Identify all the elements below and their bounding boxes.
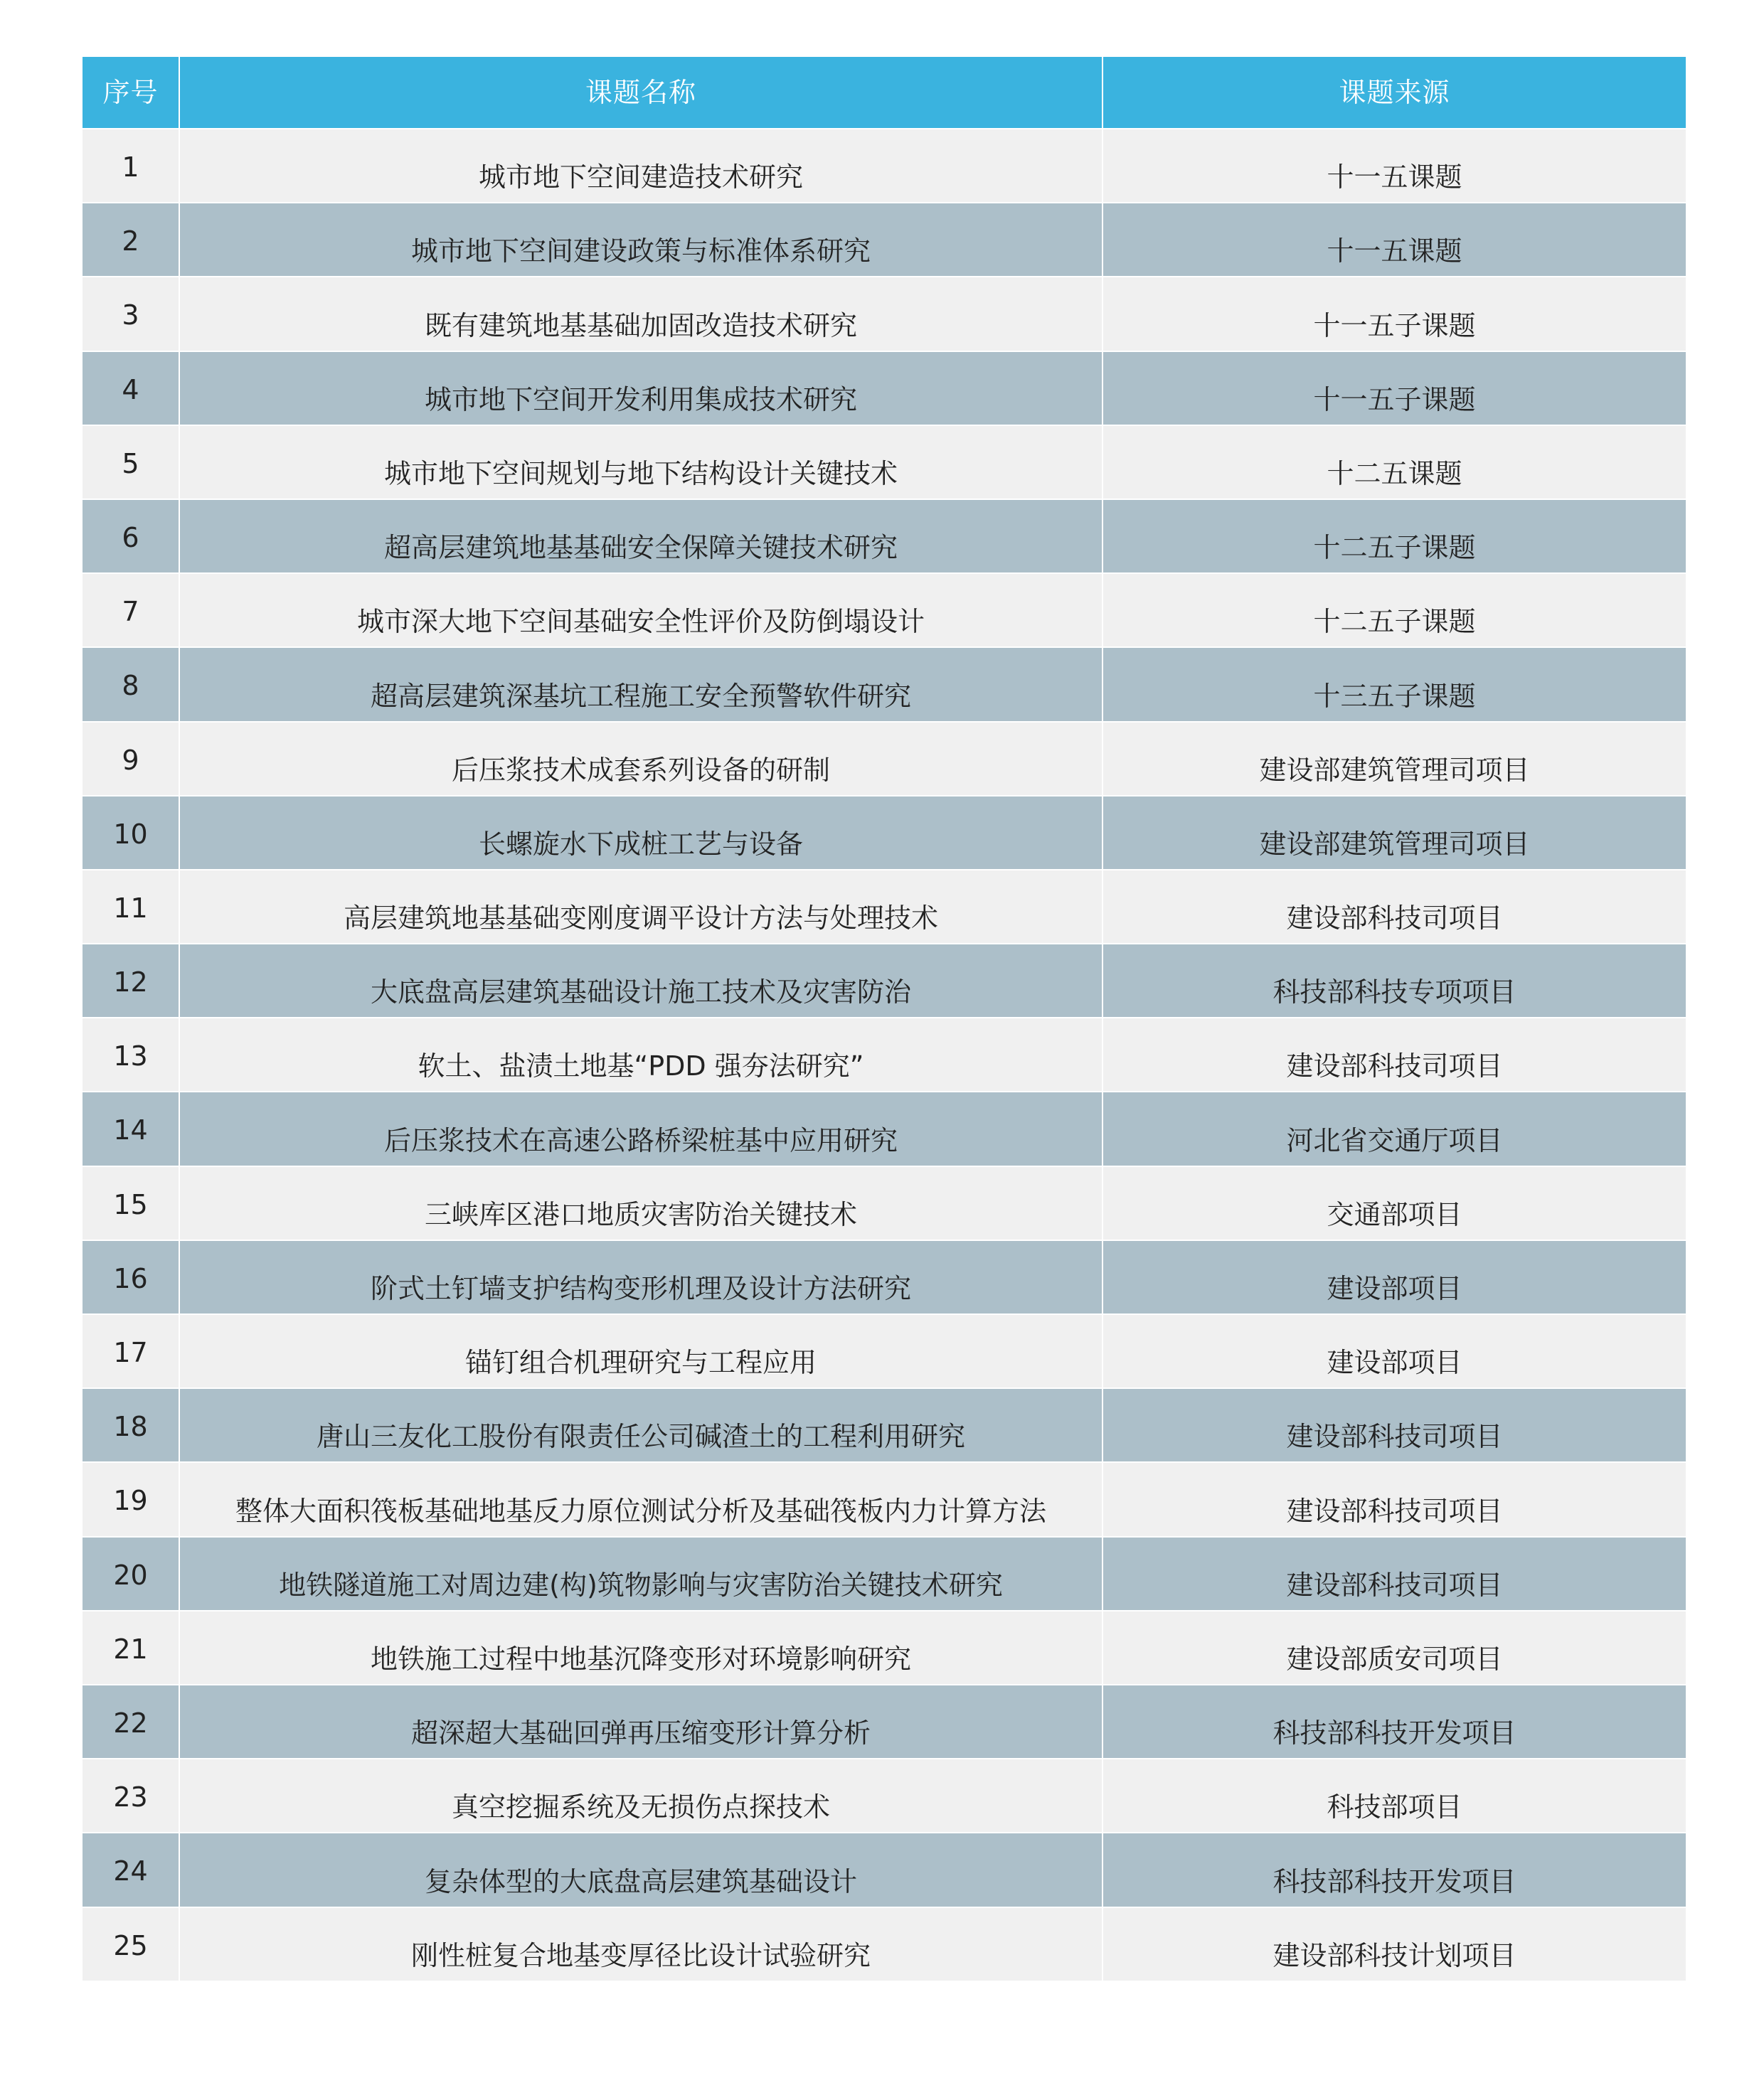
project-name: 超深超大基础回弹再压缩变形计算分析 bbox=[180, 1685, 1103, 1758]
table-row bbox=[83, 1389, 1686, 1463]
project-source: 建设部科技司项目 bbox=[1286, 1569, 1503, 1601]
row-number: 6 bbox=[83, 500, 180, 572]
project-name: 超高层建筑地基基础安全保障关键技术研究 bbox=[180, 500, 1103, 572]
table-row bbox=[83, 944, 1686, 1018]
table-row bbox=[83, 426, 1686, 500]
project-name: 软土、盐渍土地基“PDD 强夯法研究” bbox=[180, 1018, 1103, 1091]
project-source: 科技部科技专项项目 bbox=[1272, 976, 1516, 1008]
project-name: 超高层建筑深基坑工程施工安全预警软件研究 bbox=[180, 648, 1103, 720]
row-number: 3 bbox=[83, 277, 180, 350]
project-source: 建设部质安司项目 bbox=[1286, 1643, 1503, 1675]
project-name: 城市地下空间开发利用集成技术研究 bbox=[180, 352, 1103, 425]
row-number: 4 bbox=[83, 352, 180, 425]
row-number: 20 bbox=[83, 1538, 180, 1610]
table-row bbox=[83, 796, 1686, 870]
project-source: 建设部科技司项目 bbox=[1286, 902, 1503, 934]
project-name: 刚性桩复合地基变厚径比设计试验研究 bbox=[180, 1908, 1103, 1981]
row-number: 19 bbox=[83, 1463, 180, 1535]
table-row bbox=[83, 277, 1686, 351]
project-name: 地铁隧道施工对周边建(构)筑物影响与灾害防治关键技术研究 bbox=[180, 1538, 1103, 1610]
project-name: 三峡库区港口地质灾害防治关键技术 bbox=[180, 1167, 1103, 1240]
row-number: 7 bbox=[83, 574, 180, 646]
table-row bbox=[83, 1241, 1686, 1315]
project-name: 城市地下空间规划与地下结构设计关键技术 bbox=[180, 426, 1103, 499]
row-number: 23 bbox=[83, 1759, 180, 1832]
project-source: 十二五子课题 bbox=[1313, 532, 1476, 564]
project-name: 长螺旋水下成桩工艺与设备 bbox=[180, 796, 1103, 869]
project-source: 建设部科技计划项目 bbox=[1272, 1939, 1516, 1971]
row-number: 8 bbox=[83, 648, 180, 720]
table-header-row bbox=[83, 57, 1686, 129]
project-source: 十一五子课题 bbox=[1313, 309, 1476, 341]
project-name: 大底盘高层建筑基础设计施工技术及灾害防治 bbox=[180, 944, 1103, 1017]
row-number: 18 bbox=[83, 1389, 180, 1461]
project-name: 地铁施工过程中地基沉降变形对环境影响研究 bbox=[180, 1611, 1103, 1684]
table-row bbox=[83, 1833, 1686, 1907]
project-name: 既有建筑地基基础加固改造技术研究 bbox=[180, 277, 1103, 350]
row-number: 17 bbox=[83, 1315, 180, 1387]
project-name: 整体大面积筏板基础地基反力原位测试分析及基础筏板内力计算方法 bbox=[180, 1463, 1103, 1535]
table-row bbox=[83, 352, 1686, 426]
project-name: 复杂体型的大底盘高层建筑基础设计 bbox=[180, 1833, 1103, 1906]
table-row bbox=[83, 1685, 1686, 1759]
table-row bbox=[83, 129, 1686, 203]
project-source: 十二五子课题 bbox=[1313, 606, 1476, 638]
row-number: 15 bbox=[83, 1167, 180, 1240]
table-row bbox=[83, 1092, 1686, 1166]
header-name: 课题名称 bbox=[180, 57, 1103, 128]
research-projects-table bbox=[83, 57, 1686, 1982]
table-row bbox=[83, 870, 1686, 944]
row-number: 16 bbox=[83, 1241, 180, 1314]
row-number: 24 bbox=[83, 1833, 180, 1906]
table-row bbox=[83, 648, 1686, 722]
project-name: 后压浆技术在高速公路桥梁桩基中应用研究 bbox=[180, 1092, 1103, 1165]
header-no: 序号 bbox=[83, 57, 180, 128]
project-name: 城市地下空间建造技术研究 bbox=[180, 129, 1103, 202]
table-row bbox=[83, 1463, 1686, 1537]
table-row bbox=[83, 574, 1686, 648]
table-row bbox=[83, 1538, 1686, 1611]
row-number: 2 bbox=[83, 203, 180, 276]
table-row bbox=[83, 1611, 1686, 1685]
table-row bbox=[83, 1759, 1686, 1833]
project-source: 建设部科技司项目 bbox=[1286, 1421, 1503, 1453]
project-name: 真空挖掘系统及无损伤点探技术 bbox=[180, 1759, 1103, 1832]
row-number: 5 bbox=[83, 426, 180, 499]
table-body bbox=[83, 129, 1686, 1982]
table-row bbox=[83, 1167, 1686, 1241]
project-name: 高层建筑地基基础变刚度调平设计方法与处理技术 bbox=[180, 870, 1103, 943]
project-name: 后压浆技术成套系列设备的研制 bbox=[180, 723, 1103, 795]
project-source: 十三五子课题 bbox=[1313, 680, 1476, 712]
table-row bbox=[83, 203, 1686, 277]
table-row bbox=[83, 500, 1686, 574]
project-source: 科技部科技开发项目 bbox=[1272, 1865, 1516, 1897]
project-source: 十一五子课题 bbox=[1313, 383, 1476, 415]
project-source: 建设部建筑管理司项目 bbox=[1259, 754, 1530, 786]
row-number: 13 bbox=[83, 1018, 180, 1091]
project-name: 城市地下空间建设政策与标准体系研究 bbox=[180, 203, 1103, 276]
project-source: 建设部科技司项目 bbox=[1286, 1495, 1503, 1527]
table-row bbox=[83, 1018, 1686, 1092]
row-number: 11 bbox=[83, 870, 180, 943]
header-source: 课题来源 bbox=[1339, 77, 1450, 108]
row-number: 1 bbox=[83, 129, 180, 202]
row-number: 10 bbox=[83, 796, 180, 869]
project-source: 河北省交通厅项目 bbox=[1286, 1124, 1503, 1156]
project-source: 十二五课题 bbox=[1327, 457, 1462, 489]
row-number: 14 bbox=[83, 1092, 180, 1165]
project-source: 建设部建筑管理司项目 bbox=[1259, 828, 1530, 860]
project-source: 科技部科技开发项目 bbox=[1272, 1717, 1516, 1749]
project-source: 十一五课题 bbox=[1327, 235, 1462, 267]
project-name: 城市深大地下空间基础安全性评价及防倒塌设计 bbox=[180, 574, 1103, 646]
project-source: 十一五课题 bbox=[1327, 161, 1462, 193]
row-number: 22 bbox=[83, 1685, 180, 1758]
row-number: 12 bbox=[83, 944, 180, 1017]
project-name: 唐山三友化工股份有限责任公司碱渣土的工程利用研究 bbox=[180, 1389, 1103, 1461]
table-row bbox=[83, 723, 1686, 796]
project-source: 科技部项目 bbox=[1327, 1791, 1462, 1823]
project-source: 建设部项目 bbox=[1327, 1347, 1462, 1379]
row-number: 21 bbox=[83, 1611, 180, 1684]
project-source: 建设部科技司项目 bbox=[1286, 1050, 1503, 1082]
row-number: 9 bbox=[83, 723, 180, 795]
project-source: 建设部项目 bbox=[1327, 1273, 1462, 1304]
table-row bbox=[83, 1315, 1686, 1389]
row-number: 25 bbox=[83, 1908, 180, 1981]
table-row bbox=[83, 1908, 1686, 1982]
project-name: 阶式土钉墙支护结构变形机理及设计方法研究 bbox=[180, 1241, 1103, 1314]
project-name: 锚钉组合机理研究与工程应用 bbox=[180, 1315, 1103, 1387]
project-source: 交通部项目 bbox=[1327, 1198, 1462, 1230]
